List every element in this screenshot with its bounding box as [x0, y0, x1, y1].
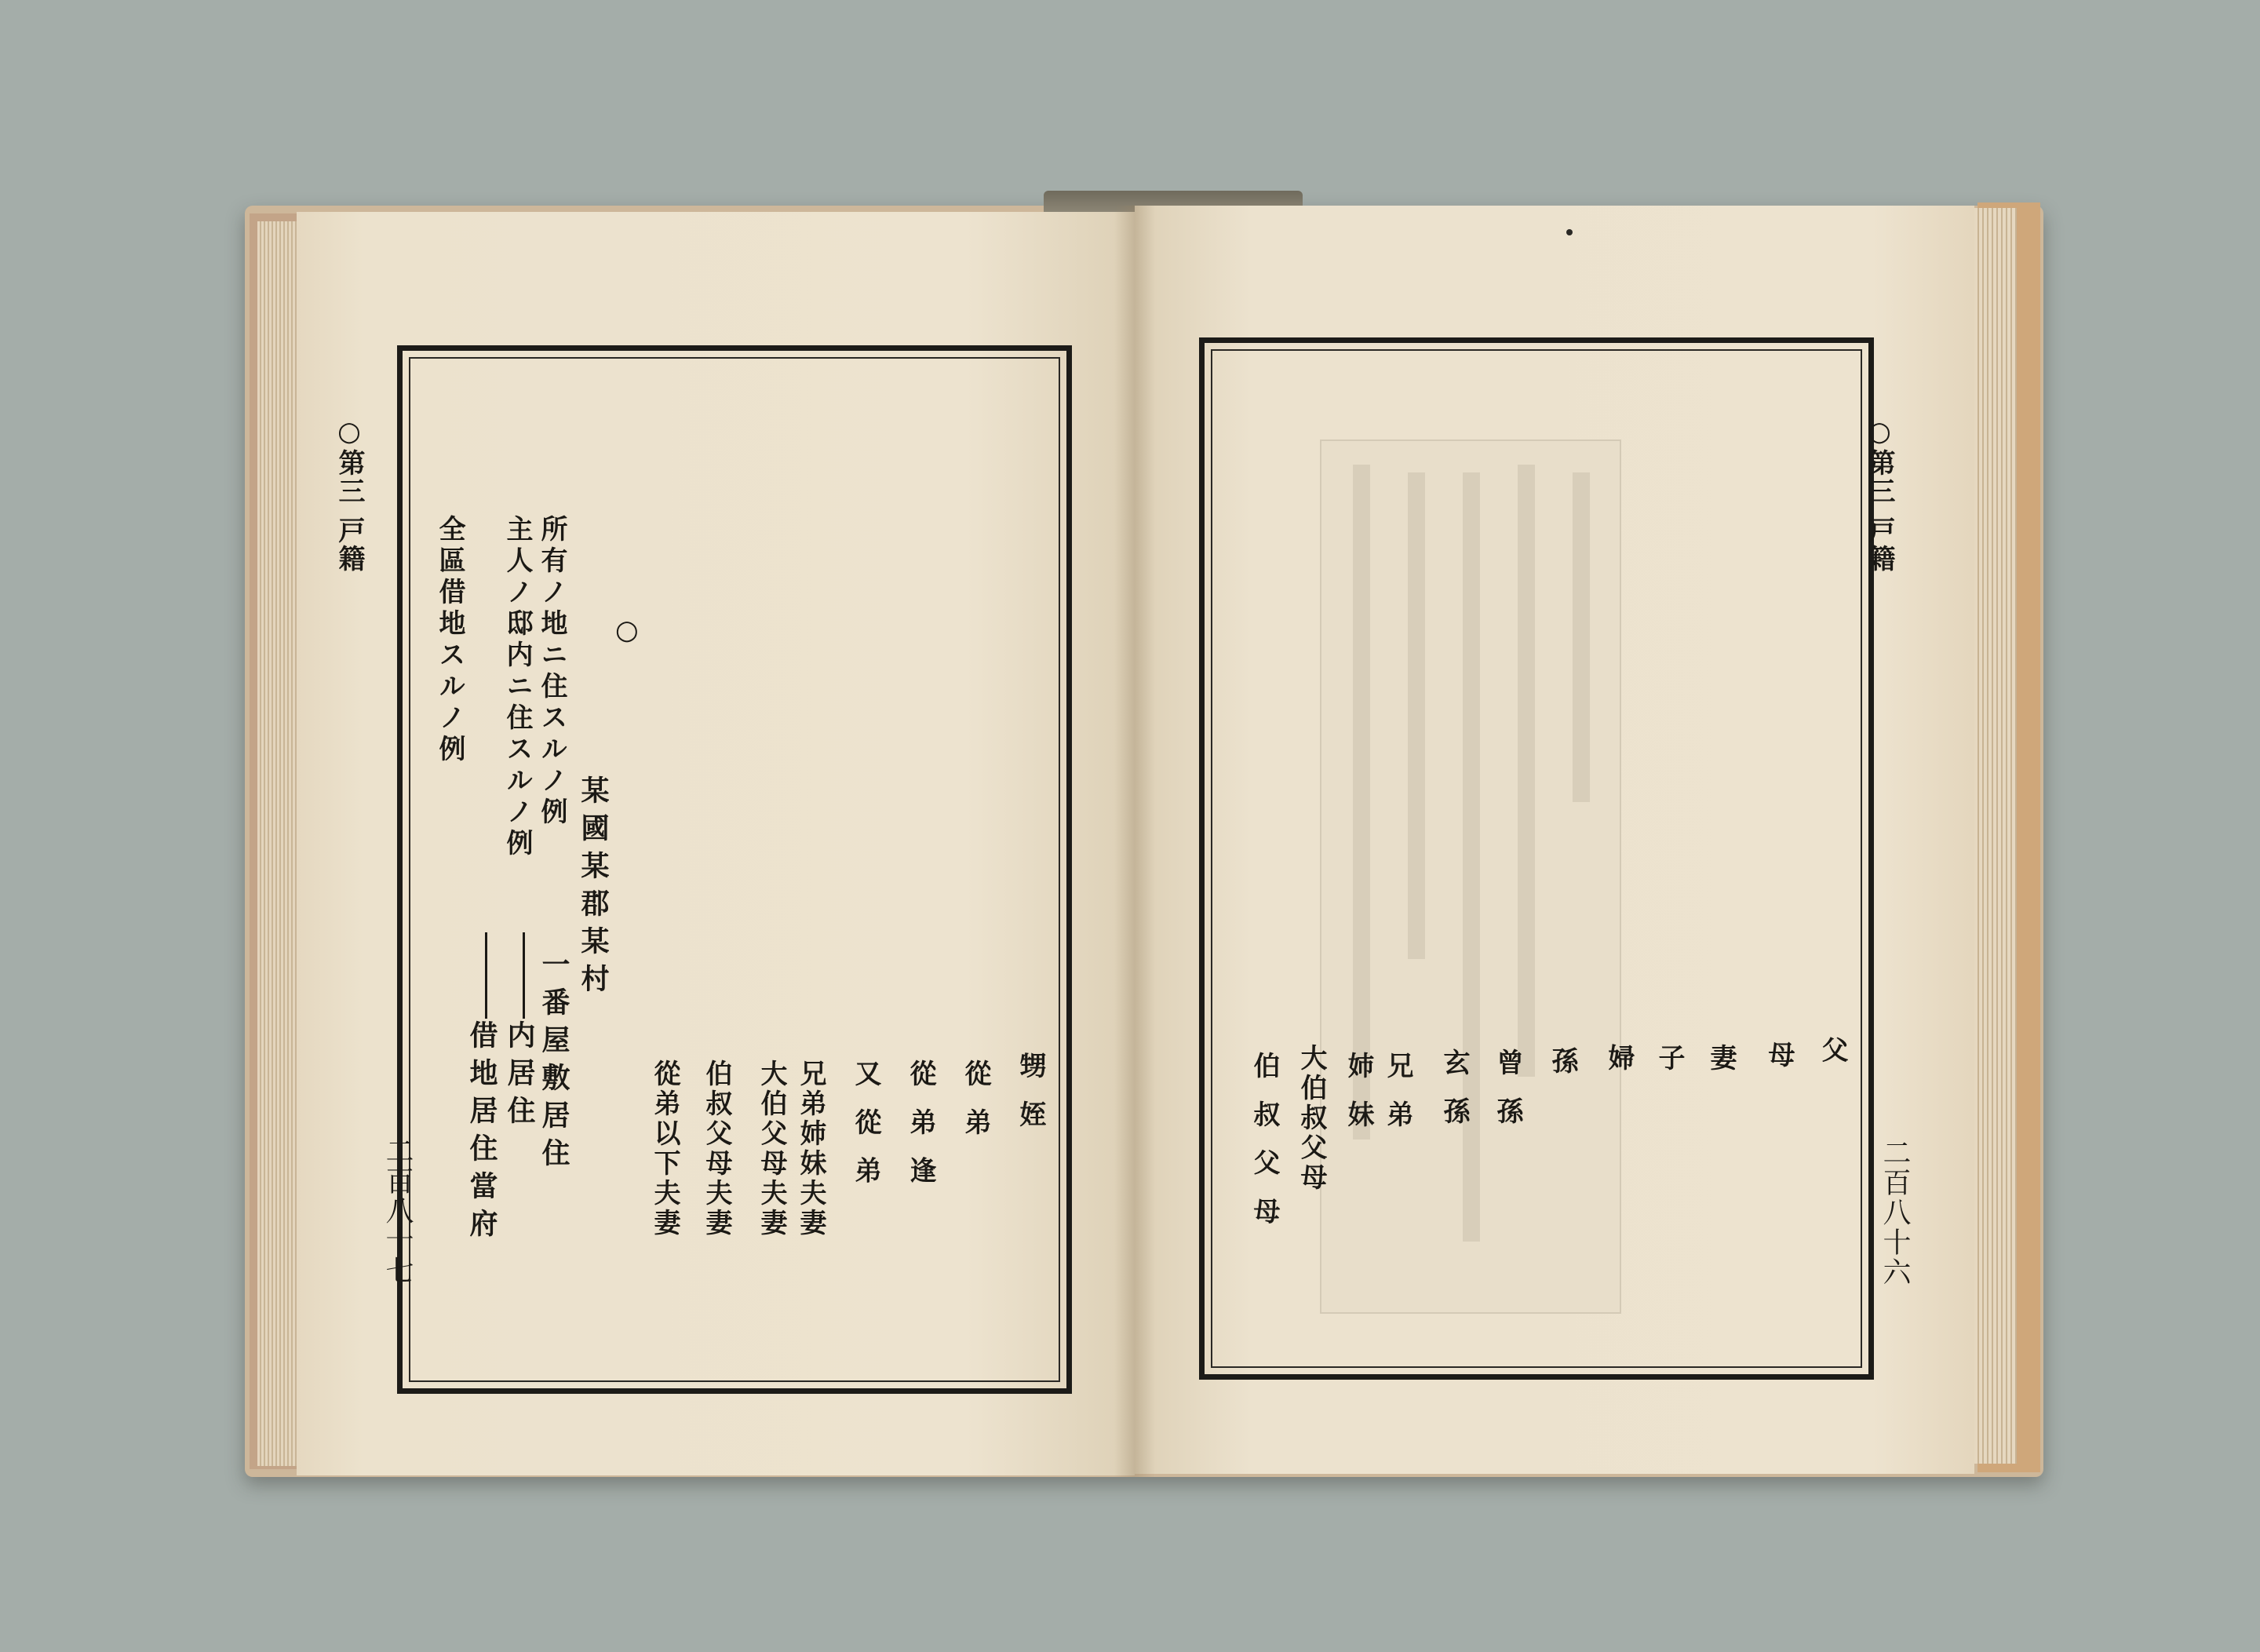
ink-dot	[1566, 229, 1573, 235]
kinship-col-cousin-2: 從 弟 逢	[905, 1059, 936, 1190]
kinship-col-uncles-spouses: 伯叔父母夫妻	[701, 1059, 732, 1238]
bleed-through-area	[1320, 439, 1621, 1314]
address-line: 某國某郡某村	[577, 775, 610, 1001]
kinship-col-grandchild: 孫	[1547, 1047, 1578, 1080]
kinship-col-siblings-spouses: 兄弟姉妹夫妻	[795, 1059, 826, 1238]
right-page-number: 二百八十六	[1879, 1138, 1911, 1287]
kinship-col-father: 父	[1817, 1036, 1848, 1069]
circle-mark: ○	[615, 614, 639, 646]
kinship-col-cousins-below-spouses: 從弟以下夫妻	[649, 1059, 680, 1238]
kinship-col-great-uncles-aunts: 大伯叔父母	[1296, 1044, 1327, 1193]
connector-rule	[523, 932, 525, 1019]
kinship-col-brothers: 兄 弟	[1382, 1052, 1413, 1133]
left-page-number: 二百八十七	[381, 1136, 414, 1285]
kinship-col-great-uncles-spouses: 大伯父母夫妻	[756, 1059, 787, 1238]
kinship-col-great-grandchild: 曾 孫	[1492, 1048, 1523, 1130]
left-page-edges	[257, 221, 301, 1466]
kinship-col-wife: 妻	[1705, 1044, 1737, 1077]
example-title-leased-land: 全區借地スルノ例	[434, 515, 465, 766]
kinship-col-nephew: 甥 姪	[1015, 1052, 1046, 1133]
left-page-header: ○第三 戸籍	[334, 416, 365, 573]
residence-entry-lot: 一番屋敷居住	[538, 950, 570, 1176]
kinship-col-daughter-in-law: 婦	[1603, 1044, 1635, 1077]
example-title-own-land: 所有ノ地ニ住スルノ例	[536, 515, 567, 829]
kinship-col-uncles-aunts: 伯 叔 父 母	[1248, 1052, 1280, 1231]
connector-rule	[485, 932, 487, 1019]
right-page-header: ○第三 戸籍	[1864, 416, 1895, 573]
kinship-col-great-great-grandchild: 玄 孫	[1438, 1048, 1470, 1130]
kinship-col-child: 子	[1653, 1044, 1685, 1077]
kinship-col-sisters: 姉 妹	[1343, 1052, 1374, 1133]
kinship-col-second-cousin: 又 從 弟	[850, 1059, 881, 1190]
residence-entry-inside: 内居住	[503, 1020, 536, 1133]
example-title-master-estate: 主人ノ邸内ニ住スルノ例	[501, 515, 533, 860]
kinship-col-cousin: 從 弟	[960, 1059, 991, 1141]
kinship-col-mother: 母	[1763, 1041, 1795, 1074]
left-page-frame	[397, 345, 1072, 1394]
residence-entry-leased: 借地居住當府	[465, 1020, 498, 1246]
book-gutter	[1114, 206, 1155, 1477]
